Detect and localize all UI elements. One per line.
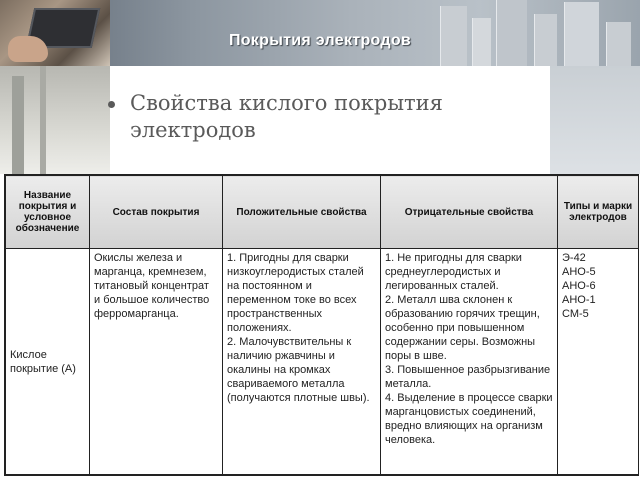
- left-decor-strip: [0, 66, 110, 174]
- table-header-row: [6, 176, 639, 249]
- header-composition: Состав покрытия: [90, 176, 223, 249]
- right-decor-strip: [550, 66, 640, 174]
- slide-title: Покрытия электродов: [228, 32, 412, 49]
- cell-types: Э-42 АНО-5 АНО-6 АНО-1 СМ-5: [558, 249, 639, 475]
- bullet-icon: [108, 101, 115, 108]
- bullet-item: [130, 90, 550, 144]
- cell-composition: Окислы железа и марганца, кремнезем, титановый концентрат и большое количество ферромарганца.: [90, 249, 223, 475]
- header-positive: Положительные свойства: [223, 176, 381, 249]
- header-name: Название покрытия и условное обозначение: [6, 176, 90, 249]
- properties-table: [4, 174, 639, 476]
- cell-negative: 1. Не пригодны для сварки среднеуглеродистых и легированных сталей. 2. Металл шва склонен к образованию горячих трещин, особенно при повышенном содержании серы. Возможны поры в шве. 3. Повышенное разбрызгивание металла. 4. Выделение в процессе сварки марганцовистых соединений, вредно влияющих на организм человека.: [381, 249, 558, 475]
- cell-positive: 1. Пригодны для сварки низкоуглеродистых сталей на постоянном и переменном токе во всех пространственных положениях. 2. Малочувствительны к наличию ржавчины и окалины на кромках свариваемого металла (получаются плотные швы).: [223, 249, 381, 475]
- header-types: Типы и марки электродов: [558, 176, 639, 249]
- bullet-text: Свойства кислого покрытия электродов: [130, 91, 443, 142]
- header-negative: Отрицательные свойства: [381, 176, 558, 249]
- table-row: [6, 249, 639, 475]
- slide-header-banner: [0, 0, 640, 66]
- cell-name: Кислое покрытие (А): [6, 249, 90, 475]
